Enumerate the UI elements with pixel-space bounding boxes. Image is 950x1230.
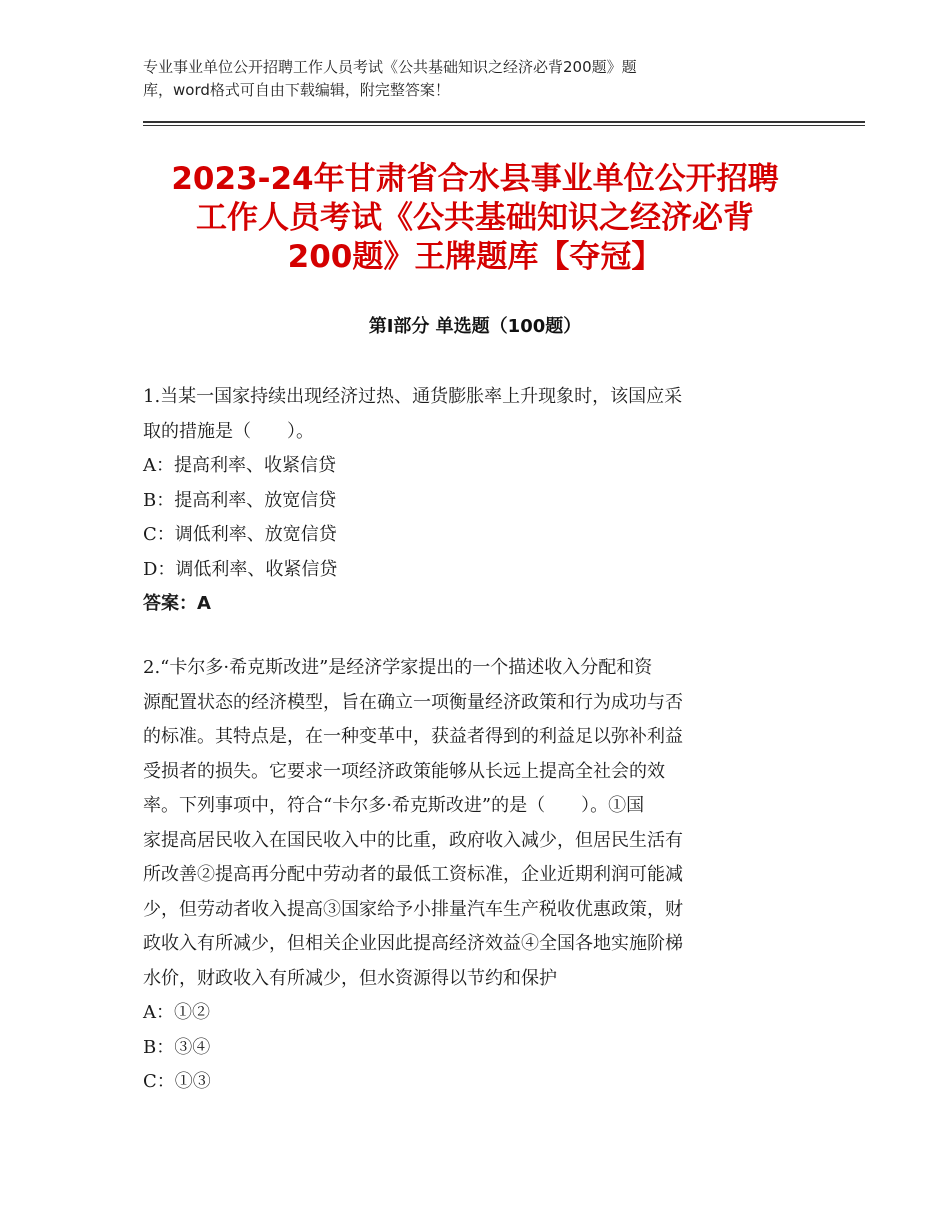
question-2-stem-line: 所改善②提高再分配中劳动者的最低工资标准，企业近期利润可能减: [143, 864, 683, 885]
question-2-option-b: B：③④: [143, 1036, 211, 1058]
document-title: [143, 160, 807, 277]
question-1-option-a: A：提高利率、收紧信贷: [143, 455, 336, 476]
section-title: 第Ⅰ部分 单选题（100题）: [368, 316, 582, 337]
question-2-stem-line: 家提高居民收入在国民收入中的比重，政府收入减少，但居民生活有: [143, 829, 683, 851]
title-line-1: 2023-24年甘肃省合水县事业单位公开招聘: [171, 161, 779, 197]
question-2-stem-line: 水价，财政收入有所减少，但水资源得以节约和保护: [143, 967, 557, 989]
question-2-stem-line: 率。下列事项中，符合“卡尔多·希克斯改进”的是（ ）。①国: [143, 795, 645, 816]
question-2-stem-line: 2.“卡尔多·希克斯改进”是经济学家提出的一个描述收入分配和资: [143, 657, 653, 678]
question-1-stem-line: 取的措施是（ ）。: [143, 420, 314, 442]
document-header-note: [143, 56, 803, 102]
question-1-stem-line: 1.当某一国家持续出现经济过热、通货膨胀率上升现象时，该国应采: [143, 386, 683, 407]
question-2-stem-line: 受损者的损失。它要求一项经济政策能够从长远上提高全社会的效: [143, 760, 665, 782]
question-1: [143, 380, 803, 622]
header-line-1: 专业事业单位公开招聘工作人员考试《公共基础知识之经济必背200题》题: [143, 58, 637, 76]
header-divider-thin: [143, 125, 865, 126]
title-line-3: 200题》王牌题库【夺冠】: [287, 239, 663, 275]
question-2-option-a: A：①②: [143, 1002, 210, 1023]
question-1-answer: 答案：A: [143, 593, 211, 614]
question-1-option-d: D：调低利率、收紧信贷: [143, 558, 338, 580]
question-2: [143, 651, 803, 1100]
question-2-stem-line: 政收入有所减少，但相关企业因此提高经济效益④全国各地实施阶梯: [143, 933, 683, 954]
title-line-2: 工作人员考试《公共基础知识之经济必背: [196, 200, 754, 236]
question-2-stem-line: 少，但劳动者收入提高③国家给予小排量汽车生产税收优惠政策，财: [143, 898, 683, 920]
question-2-stem-line: 的标准。其特点是，在一种变革中，获益者得到的利益足以弥补利益: [143, 726, 683, 747]
question-1-option-b: B：提高利率、放宽信贷: [143, 489, 337, 511]
question-1-option-c: C：调低利率、放宽信贷: [143, 524, 337, 545]
header-line-2: 库，word格式可自由下载编辑，附完整答案！: [143, 81, 450, 99]
header-divider-thick: [143, 121, 865, 123]
question-2-option-c: C：①③: [143, 1071, 211, 1092]
question-2-stem-line: 源配置状态的经济模型，旨在确立一项衡量经济政策和行为成功与否: [143, 691, 683, 713]
